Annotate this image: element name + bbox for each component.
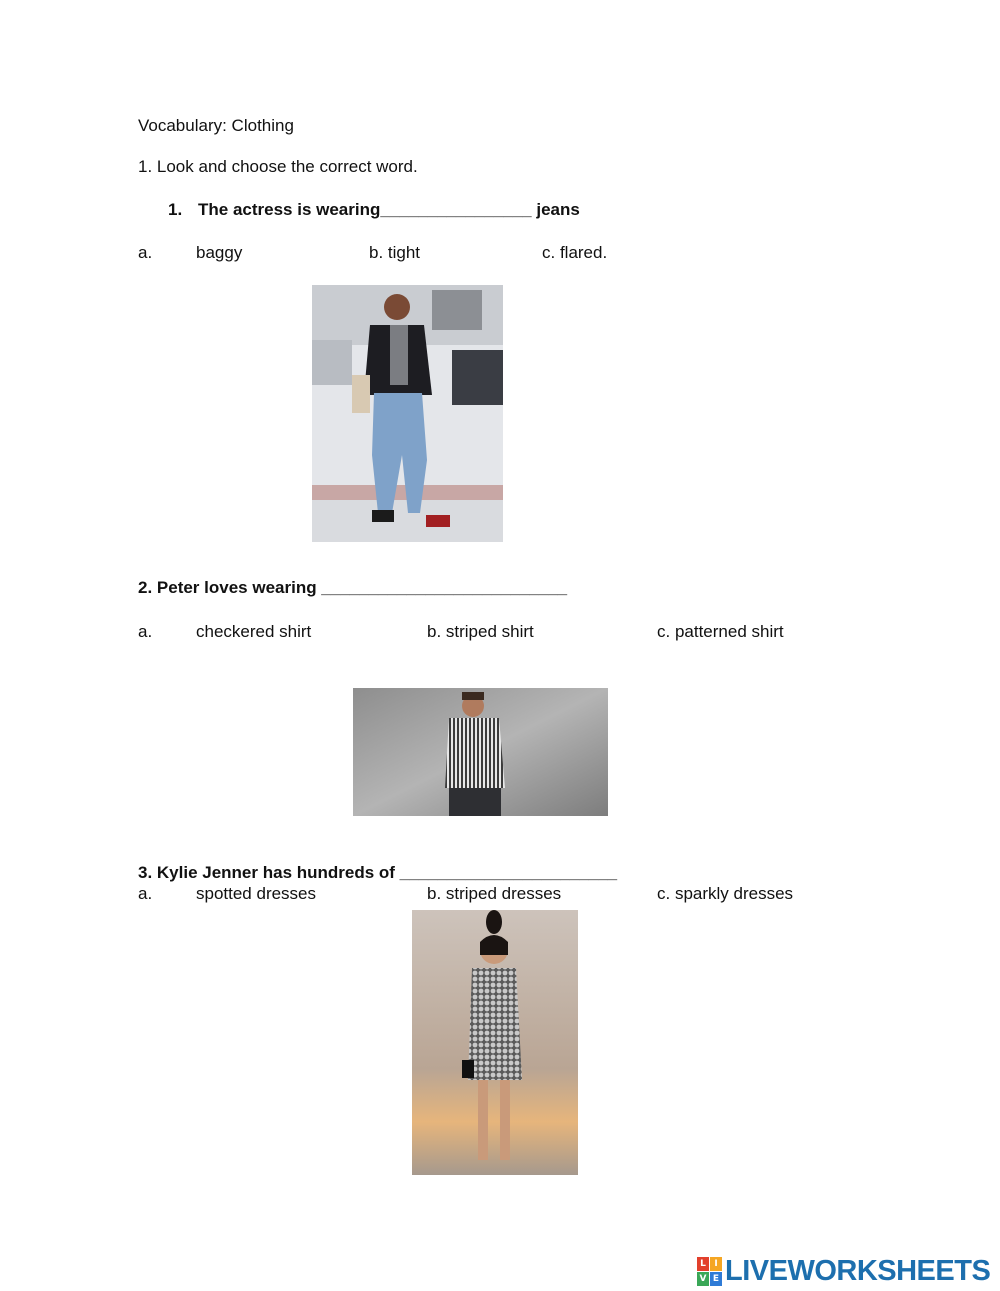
q3-option-a[interactable]: spotted dresses [196, 884, 317, 903]
photo-woman-sparkly-dress [412, 910, 578, 1175]
question-3-prompt: 3. Kylie Jenner has hundreds of _______________________ [138, 863, 618, 882]
q1-option-b[interactable]: b. tight [369, 243, 421, 262]
q3-option-letter-a: a. [138, 884, 153, 903]
q3-option-c[interactable]: c. sparkly dresses [657, 884, 794, 903]
q1-option-letter-a: a. [138, 243, 153, 262]
worksheet-title: Vocabulary: Clothing [138, 116, 294, 135]
q1-option-a[interactable]: baggy [196, 243, 243, 262]
question-2-prompt: 2. Peter loves wearing __________________________ [138, 578, 568, 597]
logo-block-l: L [697, 1257, 709, 1271]
instruction: 1. Look and choose the correct word. [138, 157, 418, 176]
q2-option-b[interactable]: b. striped shirt [427, 622, 534, 641]
question-1-prompt: The actress is wearing________________ jeans [198, 200, 580, 219]
logo-blocks [697, 1257, 722, 1286]
q1-option-c[interactable]: c. flared. [542, 243, 608, 262]
logo-block-e: E [710, 1272, 722, 1286]
q2-option-c[interactable]: c. patterned shirt [657, 622, 784, 641]
logo-block-v: V [697, 1272, 709, 1286]
photo-woman-tight-jeans [312, 285, 503, 542]
photo-man-striped-shirt [353, 688, 608, 816]
logo-block-i: I [710, 1257, 722, 1271]
liveworksheets-logo [697, 1256, 990, 1286]
q2-option-a[interactable]: checkered shirt [196, 622, 312, 641]
question-1-number: 1. [168, 200, 183, 219]
q2-option-letter-a: a. [138, 622, 153, 641]
q3-option-b[interactable]: b. striped dresses [427, 884, 562, 903]
logo-text: LIVEWORKSHEETS [725, 1254, 991, 1287]
